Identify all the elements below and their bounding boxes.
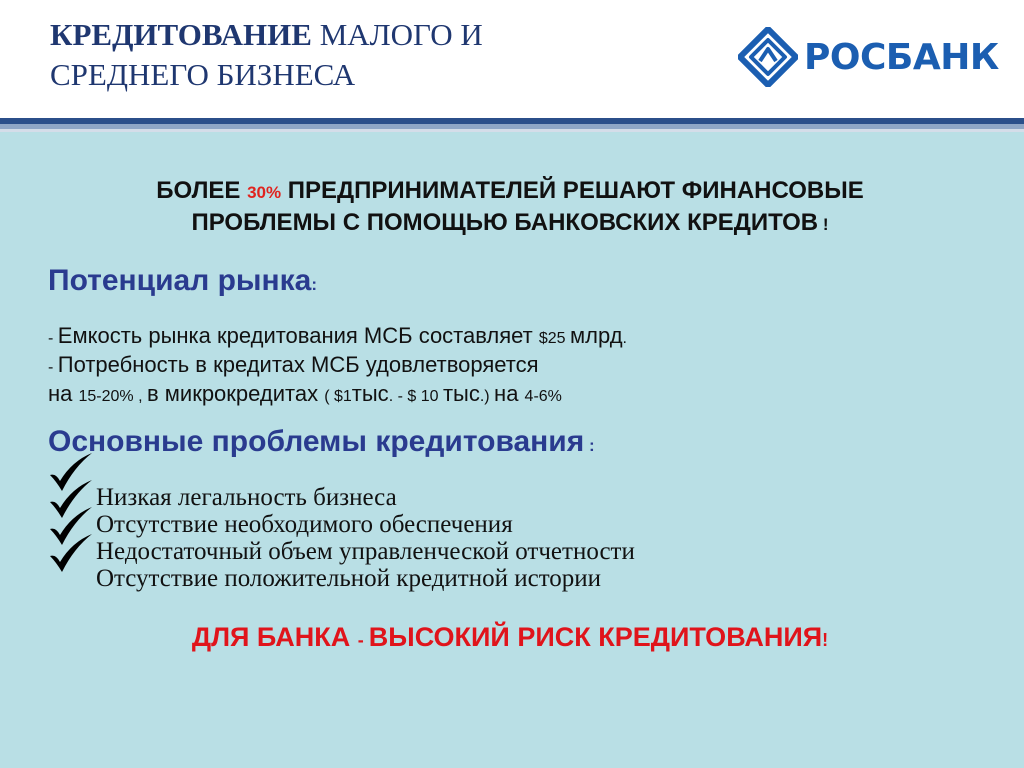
market-line-demand: - Потребность в кредитах МСБ удовлетворяется bbox=[48, 352, 539, 377]
title-line2: СРЕДНЕГО БИЗНЕСА bbox=[50, 57, 356, 92]
headline bbox=[100, 176, 920, 240]
market-potential-title bbox=[48, 263, 317, 303]
headline-exclamation: ! bbox=[818, 215, 829, 234]
headline-line1: ПРЕДПРИНИМАТЕЛЕЙ РЕШАЮТ ФИНАНСОВЫЕ bbox=[281, 177, 864, 204]
headline-line2: ПРОБЛЕМЫ С ПОМОЩЬЮ БАНКОВСКИХ КРЕДИТОВ bbox=[191, 209, 819, 236]
problems-title bbox=[48, 424, 595, 464]
market-details bbox=[48, 323, 848, 410]
problem-item-text: Низкая легальность бизнеса bbox=[96, 484, 397, 511]
header-divider-light bbox=[0, 129, 1024, 132]
problems-list bbox=[48, 465, 808, 592]
checkmark-icon bbox=[48, 532, 96, 574]
market-line-microcredit: на 15-20% , в микрокредитах ( $1тыс. - $ 10 тыс.) на 4-6% bbox=[48, 381, 562, 406]
list-item bbox=[48, 546, 808, 592]
title-rest: МАЛОГО И bbox=[311, 17, 483, 52]
title-bold: КРЕДИТОВАНИЕ bbox=[50, 17, 312, 52]
market-title-colon: : bbox=[311, 275, 318, 294]
problem-item-text: Недостаточный объем управленческой отчетности bbox=[96, 538, 635, 565]
headline-percent: 30% bbox=[247, 183, 282, 202]
problem-item-text: Отсутствие необходимого обеспечения bbox=[96, 511, 513, 538]
list-item bbox=[48, 492, 808, 538]
logo-text: РОСБАНК bbox=[804, 37, 999, 78]
market-line-capacity: - Емкость рынка кредитования МСБ составляет $25 млрд. bbox=[48, 323, 627, 348]
problem-item-text: Отсутствие положительной кредитной истории bbox=[96, 565, 602, 592]
slide-title bbox=[50, 15, 570, 95]
market-title-text: Потенциал рынка bbox=[48, 264, 312, 297]
rosbank-logo bbox=[738, 27, 999, 87]
risk-conclusion: ДЛЯ БАНКА - ВЫСОКИЙ РИСК КРЕДИТОВАНИЯ! bbox=[191, 622, 829, 652]
list-item bbox=[48, 465, 808, 511]
headline-prefix: БОЛЕЕ bbox=[156, 177, 248, 204]
rosbank-diamond-logo-icon bbox=[738, 27, 798, 87]
list-item bbox=[48, 519, 808, 565]
problems-title-text: Основные проблемы кредитования bbox=[48, 425, 585, 458]
problems-title-colon: : bbox=[584, 436, 595, 455]
